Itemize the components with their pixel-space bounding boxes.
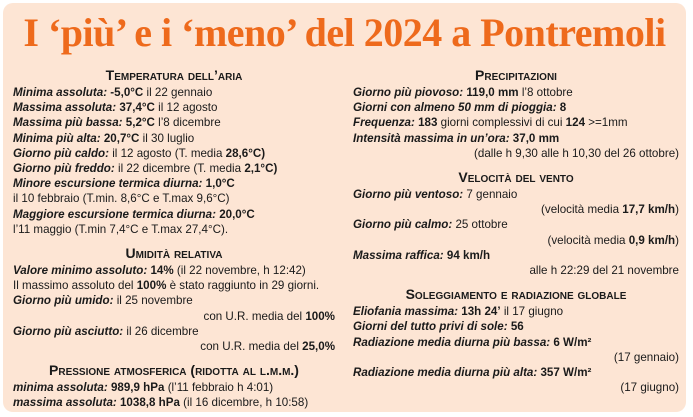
rad-bassa-value: 6 W/m² bbox=[553, 335, 592, 349]
eliofania-label: Eliofania massima: bbox=[353, 305, 459, 319]
umidita-max-text-b: è stato raggiunto in 29 giorni. bbox=[169, 279, 320, 293]
pressione-max-value: 1038,8 hPa bbox=[119, 396, 180, 410]
frequenza-label: Frequenza: bbox=[353, 116, 415, 130]
giorno-caldo-text: il 12 agosto (T. media bbox=[112, 146, 223, 160]
pressione-min-label: minima assoluta: bbox=[13, 381, 108, 395]
giorno-caldo-row bbox=[13, 146, 335, 161]
giorni50-row bbox=[353, 100, 679, 115]
rad-alta-label: Radiazione media diurna più alta: bbox=[353, 366, 538, 380]
rad-bassa-label: Radiazione media diurna più bassa: bbox=[353, 335, 551, 349]
ventoso-close: ) bbox=[675, 203, 679, 217]
rad-bassa-row bbox=[353, 335, 679, 350]
massima-assoluta-date: il 12 agosto bbox=[158, 101, 218, 115]
frequenza-value2: 124 bbox=[565, 116, 586, 130]
pressione-min-row bbox=[13, 380, 335, 395]
eliofania-date: il 17 giugno bbox=[503, 305, 564, 319]
page-title: I ‘più’ e i ‘meno’ del 2024 a Pontremoli bbox=[23, 10, 666, 55]
pressione-max-date: (il 16 dicembre, h 10:58) bbox=[183, 396, 309, 410]
intensita-detail: (dalle h 9,30 alle h 10,30 del 26 ottobre) bbox=[474, 146, 679, 160]
intensita-value: 37,0 mm bbox=[512, 131, 560, 145]
umidita-min-label: Valore minimo assoluto: bbox=[13, 264, 148, 278]
asciutto-detail: con U.R. media del bbox=[200, 340, 299, 354]
frequenza-text2: >=1mm bbox=[588, 116, 628, 130]
temperatura-heading: Temperatura dell’aria bbox=[105, 67, 243, 83]
ventoso-detail: (velocità media bbox=[541, 203, 620, 217]
umido-value: 100% bbox=[305, 309, 335, 323]
precipitazioni-heading: Precipitazioni bbox=[475, 67, 557, 83]
giorno-freddo-row bbox=[13, 161, 335, 176]
asciutto-row bbox=[13, 324, 335, 339]
vento-heading: Velocità del vento bbox=[458, 169, 574, 186]
umidita-max-value: 100% bbox=[136, 279, 167, 293]
umido-detail-row bbox=[13, 309, 335, 324]
asciutto-date: il 26 dicembre bbox=[126, 324, 199, 338]
max-escursione-row bbox=[13, 207, 335, 222]
pressione-min-value: 989,9 hPa bbox=[110, 381, 165, 395]
minima-alta-date: il 30 luglio bbox=[142, 131, 195, 145]
ventoso-value: 17,7 km/h bbox=[622, 203, 676, 217]
raffica-value: 94 km/h bbox=[446, 248, 491, 262]
min-escursione-row bbox=[13, 176, 335, 191]
umido-label: Giorno più umido: bbox=[13, 294, 114, 308]
minima-assoluta-label: Minima assoluta: bbox=[13, 86, 108, 99]
calmo-row bbox=[353, 217, 679, 232]
asciutto-detail-row bbox=[13, 339, 335, 354]
ventoso-detail-row bbox=[353, 202, 679, 217]
giorno-freddo-text: il 22 dicembre (T. media bbox=[118, 162, 242, 176]
massima-assoluta-row bbox=[13, 100, 335, 115]
massima-assoluta-value: 37,4°C bbox=[119, 101, 155, 115]
giorni50-value: 8 bbox=[559, 101, 567, 115]
massima-bassa-row bbox=[13, 115, 335, 130]
min-escursione-detail: il 10 febbraio (T.min. 8,6°C e T.max 9,6°C) bbox=[13, 192, 230, 206]
pressione-max-row bbox=[13, 395, 335, 410]
min-escursione-value: 1,0°C bbox=[205, 177, 235, 191]
eliofania-value: 13h 24’ bbox=[461, 305, 501, 319]
pressione-heading: Pressione atmosferica (ridotta al l.m.m.) bbox=[49, 362, 299, 379]
raffica-label: Massima raffica: bbox=[353, 248, 444, 262]
frequenza-text: giorni complessivi di cui bbox=[440, 116, 563, 130]
ventoso-date: 7 gennaio bbox=[466, 188, 518, 202]
raffica-detail: alle h 22:29 del 21 novembre bbox=[529, 264, 679, 278]
piovoso-date: l’8 ottobre bbox=[521, 86, 573, 99]
right-column bbox=[353, 67, 679, 395]
pressione-min-date: (l’11 febbraio h 4:01) bbox=[167, 381, 274, 395]
max-escursione-value: 20,0°C bbox=[219, 207, 255, 221]
pressione-max-label: massima assoluta: bbox=[13, 396, 117, 410]
umido-date: il 25 novembre bbox=[116, 294, 193, 308]
rad-alta-row bbox=[353, 365, 679, 380]
calmo-close: ) bbox=[675, 233, 679, 247]
max-escursione-detail: l’11 maggio (T.min 7,4°C e T.max 27,4°C). bbox=[13, 222, 229, 236]
minima-assoluta-row bbox=[13, 85, 335, 100]
rad-alta-value: 357 W/m² bbox=[540, 366, 592, 380]
massima-bassa-label: Massima più bassa: bbox=[13, 116, 123, 130]
frequenza-value: 183 bbox=[418, 116, 438, 130]
umidita-max-row bbox=[13, 278, 335, 293]
calmo-label: Giorno più calmo: bbox=[353, 218, 453, 232]
umido-row bbox=[13, 293, 335, 308]
calmo-detail-row bbox=[353, 233, 679, 248]
intensita-label: Intensità massima in un’ora: bbox=[353, 131, 510, 145]
giorno-freddo-value: 2,1°C) bbox=[244, 162, 278, 176]
minima-alta-value: 20,7°C bbox=[103, 131, 140, 145]
intensita-row bbox=[353, 131, 679, 146]
stats-card bbox=[3, 3, 686, 412]
piovoso-value: 119,0 mm bbox=[466, 86, 519, 99]
senza-sole-label: Giorni del tutto privi di sole: bbox=[353, 320, 508, 334]
calmo-value: 0,9 km/h bbox=[628, 233, 676, 247]
umido-detail: con U.R. media del bbox=[203, 309, 303, 323]
rad-bassa-date: (17 gennaio) bbox=[613, 350, 679, 364]
piovoso-label: Giorno più piovoso: bbox=[353, 86, 464, 99]
giorno-caldo-label: Giorno più caldo: bbox=[13, 146, 109, 160]
piovoso-row bbox=[353, 85, 679, 100]
eliofania-row bbox=[353, 304, 679, 319]
giorno-freddo-label: Giorno più freddo: bbox=[13, 162, 115, 176]
senza-sole-value: 56 bbox=[510, 320, 524, 334]
massima-assoluta-label: Massima assoluta: bbox=[13, 101, 117, 115]
minima-assoluta-date: il 22 gennaio bbox=[146, 86, 213, 99]
calmo-date: 25 ottobre bbox=[455, 218, 508, 232]
asciutto-value: 25,0% bbox=[302, 340, 335, 354]
minima-assoluta-value: -5,0°C bbox=[110, 86, 144, 99]
umidita-heading: Umidità relativa bbox=[125, 245, 223, 262]
left-column bbox=[13, 67, 335, 411]
ventoso-label: Giorno più ventoso: bbox=[353, 188, 464, 202]
umidita-min-row bbox=[13, 263, 335, 278]
minima-alta-row bbox=[13, 131, 335, 146]
soleggiamento-heading: Soleggiamento e radiazione globale bbox=[405, 286, 627, 303]
giorni50-label: Giorni con almeno 50 mm di pioggia: bbox=[353, 101, 557, 115]
raffica-row bbox=[353, 248, 679, 263]
umidita-min-date: (il 22 novembre, h 12:42) bbox=[176, 264, 306, 278]
minima-alta-label: Minima più alta: bbox=[13, 131, 101, 145]
max-escursione-label: Maggiore escursione termica diurna: bbox=[13, 207, 216, 221]
rad-alta-date: (17 giugno) bbox=[620, 381, 679, 395]
frequenza-row bbox=[353, 115, 679, 130]
ventoso-row bbox=[353, 187, 679, 202]
giorno-caldo-value: 28,6°C) bbox=[225, 146, 266, 160]
calmo-detail: (velocità media bbox=[547, 233, 626, 247]
umidita-min-value: 14% bbox=[150, 264, 174, 278]
massima-bassa-date: l’8 dicembre bbox=[158, 116, 221, 130]
senza-sole-row bbox=[353, 319, 679, 334]
umidita-max-text-a: Il massimo assoluto del bbox=[13, 279, 134, 293]
asciutto-label: Giorno più asciutto: bbox=[13, 324, 124, 338]
massima-bassa-value: 5,2°C bbox=[125, 116, 155, 130]
min-escursione-label: Minore escursione termica diurna: bbox=[13, 177, 203, 191]
